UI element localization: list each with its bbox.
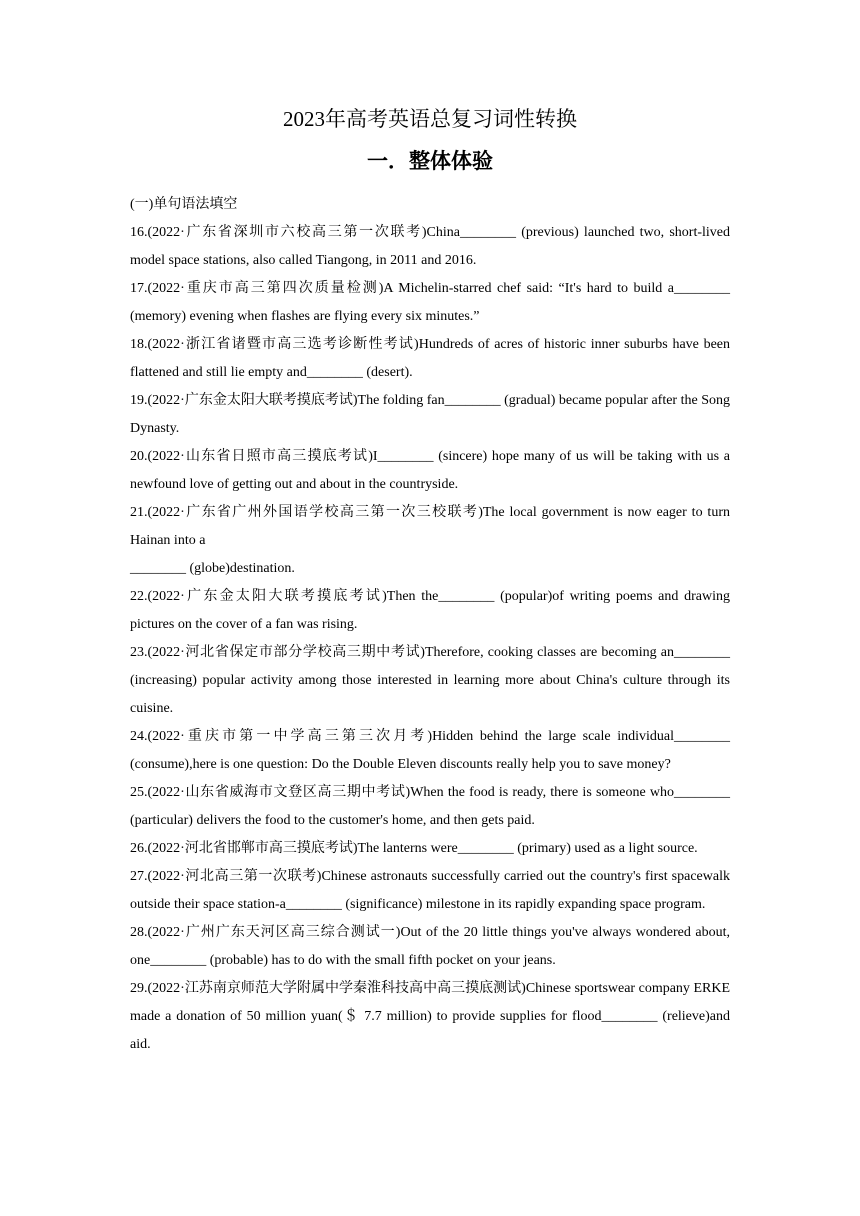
document-title: 2023年高考英语总复习词性转换 — [283, 107, 577, 131]
section-heading: 一．整体体验 — [367, 149, 493, 173]
question-text: 25.(2022·山东省威海市文登区高三期中考试)When the food is ready, there is someone who________ (particular) delivers the food to the customer's home, and then gets paid. — [130, 785, 730, 828]
question-item — [130, 443, 730, 499]
question-text: 16.(2022·广东省深圳市六校高三第一次联考)China________ (previous) launched two, short-lived model space stations, also called Tiangong, in 2011 and 2016. — [130, 225, 730, 268]
question-text: 18.(2022·浙江省诸暨市高三选考诊断性考试)Hundreds of acres of historic inner suburbs have been flattened and still lie empty and________ (desert). — [130, 337, 730, 380]
question-item — [130, 275, 730, 331]
question-item — [130, 919, 730, 975]
question-item — [130, 387, 730, 443]
question-item — [130, 219, 730, 275]
question-item — [130, 835, 730, 863]
document-page — [130, 103, 730, 1059]
question-text-continuation: ________ (globe)destination. — [130, 561, 295, 576]
question-item — [130, 639, 730, 723]
question-item — [130, 583, 730, 639]
question-item — [130, 723, 730, 779]
question-text: 28.(2022·广州广东天河区高三综合测试一)Out of the 20 little things you've always wondered about, one________ (probable) has to do with the small fifth pocket on your jeans. — [130, 925, 730, 968]
question-text: 26.(2022·河北省邯郸市高三摸底考试)The lanterns were________ (primary) used as a light source. — [130, 841, 698, 856]
question-item — [130, 499, 730, 583]
question-text: 23.(2022·河北省保定市部分学校高三期中考试)Therefore, cooking classes are becoming an________ (increasing) popular activity among those interested in learning more about China's culture through its cuisine. — [130, 645, 730, 716]
question-text: 21.(2022·广东省广州外国语学校高三第一次三校联考)The local government is now eager to turn Hainan into a — [130, 505, 730, 548]
question-item — [130, 331, 730, 387]
question-item — [130, 975, 730, 1059]
question-text: 24.(2022·重庆市第一中学高三第三次月考)Hidden behind the large scale individual________ (consume),here is one question: Do the Double Eleven discounts really help you to save money? — [130, 729, 730, 772]
question-text: 22.(2022·广东金太阳大联考摸底考试)Then the________ (popular)of writing poems and drawing pictures on the cover of a fan was rising. — [130, 589, 730, 632]
question-text: 20.(2022·山东省日照市高三摸底考试)I________ (sincere) hope many of us will be taking with us a newfound love of getting out and about in the countryside. — [130, 449, 730, 492]
question-text: 29.(2022·江苏南京师范大学附属中学秦淮科技高中高三摸底测试)Chinese sportswear company ERKE made a donation of 50 million yuan(＄ 7.7 million) to provide supplies for flood________ (relieve)and aid. — [130, 981, 730, 1052]
question-item — [130, 779, 730, 835]
subsection-label: (一)单句语法填空 — [130, 197, 238, 212]
question-text: 19.(2022·广东金太阳大联考摸底考试)The folding fan________ (gradual) became popular after the Song Dynasty. — [130, 393, 730, 436]
question-text: 17.(2022·重庆市高三第四次质量检测)A Michelin-starred chef said: “It's hard to build a________ (memory) evening when flashes are flying every six minutes.” — [130, 281, 730, 324]
question-item — [130, 863, 730, 919]
question-text: 27.(2022·河北高三第一次联考)Chinese astronauts successfully carried out the country's first spacewalk outside their space station-a________ (significance) milestone in its rapidly expanding space program. — [130, 869, 730, 912]
